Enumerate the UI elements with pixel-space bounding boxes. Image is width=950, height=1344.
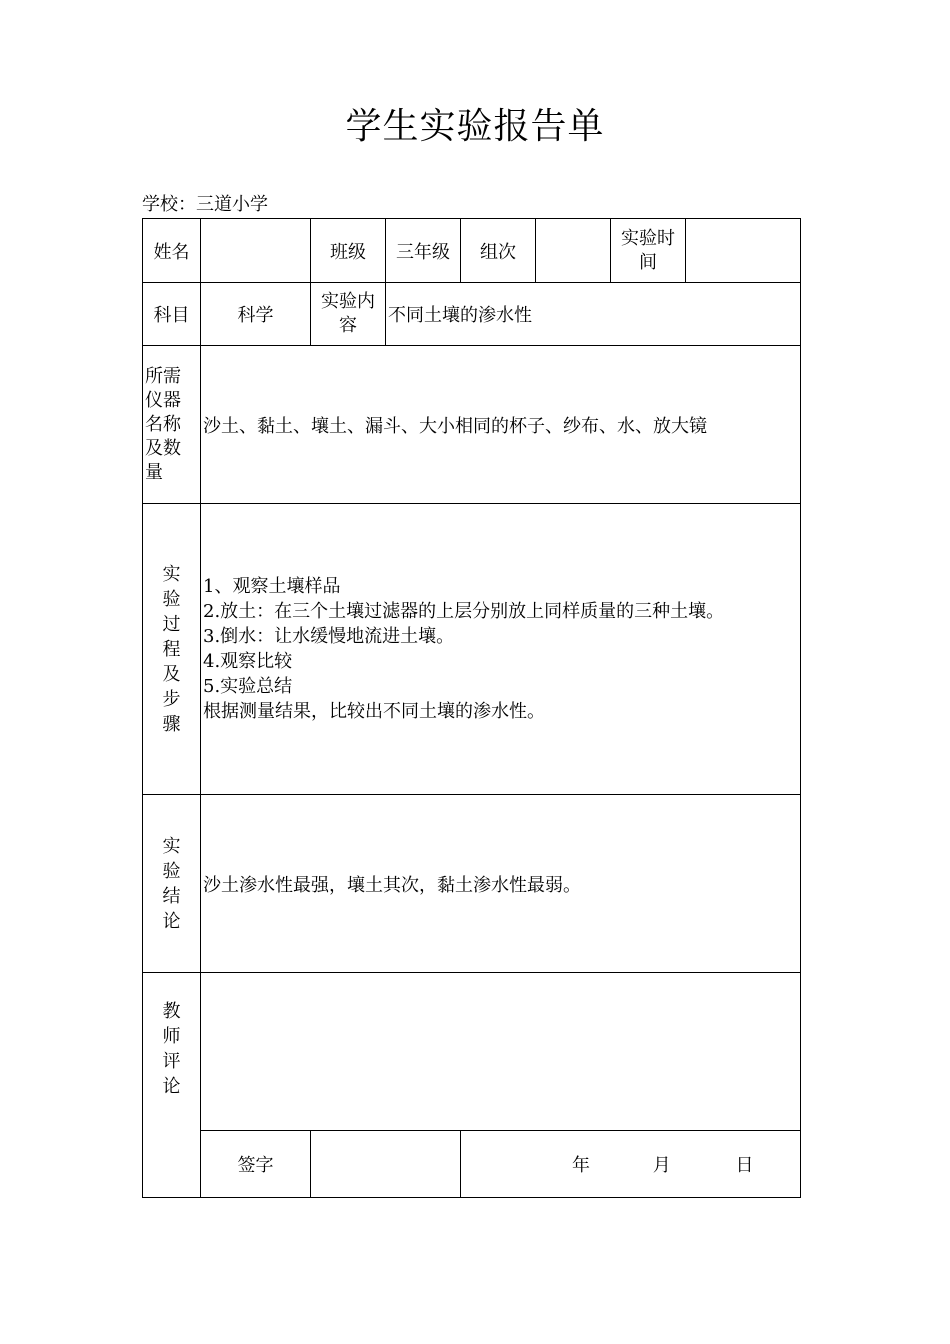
row-signature	[143, 1131, 801, 1198]
process-label	[143, 504, 201, 795]
time-label	[611, 219, 686, 283]
date-cell[interactable]	[461, 1131, 801, 1198]
teacher-comment-field[interactable]	[201, 973, 801, 1131]
sign-label: 签字	[201, 1131, 311, 1198]
step-line: 4.观察比较	[203, 651, 293, 672]
step-line: 3.倒水：让水缓慢地流进土壤。	[203, 626, 455, 647]
day-label: 日	[735, 1155, 754, 1176]
school-line: 学校：三道小学	[142, 194, 268, 215]
class-value[interactable]: 三年级	[386, 219, 461, 283]
content-label-text: 实验内容	[321, 291, 375, 336]
report-table	[142, 218, 801, 1198]
process-steps[interactable]	[201, 504, 801, 795]
conclusion-label-text: 实验结论	[162, 835, 181, 932]
name-field[interactable]	[201, 219, 311, 283]
group-label: 组次	[461, 219, 536, 283]
year-label: 年	[572, 1155, 590, 1176]
time-label-text: 实验时间	[621, 227, 675, 273]
row-basic-info	[143, 219, 801, 283]
class-label: 班级	[311, 219, 386, 283]
conclusion-value[interactable]: 沙土渗水性最强，壤土其次，黏土渗水性最弱。	[201, 795, 801, 973]
row-instruments	[143, 346, 801, 504]
content-label	[311, 283, 386, 346]
process-label-text: 实验过程及步骤	[162, 563, 181, 735]
subject-value[interactable]: 科学	[201, 283, 311, 346]
row-subject	[143, 283, 801, 346]
page-title: 学生实验报告单	[345, 106, 605, 147]
conclusion-label	[143, 795, 201, 973]
time-field[interactable]	[686, 219, 801, 283]
step-line: 2.放土：在三个土壤过滤器的上层分别放上同样质量的三种土壤。	[203, 601, 725, 622]
row-conclusion	[143, 795, 801, 973]
teacher-label-text: 教师评论	[162, 1001, 181, 1097]
month-label: 月	[652, 1155, 671, 1176]
step-line: 根据测量结果，比较出不同土壤的渗水性。	[203, 701, 545, 722]
teacher-label	[143, 973, 201, 1198]
step-line: 5.实验总结	[203, 676, 293, 697]
instruments-value[interactable]: 沙土、黏土、壤土、漏斗、大小相同的杯子、纱布、水、放大镜	[201, 346, 801, 504]
row-teacher-comment	[143, 973, 801, 1131]
name-label: 姓名	[143, 219, 201, 283]
subject-label: 科目	[143, 283, 201, 346]
group-field[interactable]	[536, 219, 611, 283]
content-value[interactable]: 不同土壤的渗水性	[386, 283, 801, 346]
instruments-label	[143, 346, 201, 504]
step-line: 1、观察土壤样品	[203, 576, 341, 597]
sign-field[interactable]	[311, 1131, 461, 1198]
instruments-label-text: 所需仪器名称及数量	[145, 365, 181, 483]
row-process	[143, 504, 801, 795]
